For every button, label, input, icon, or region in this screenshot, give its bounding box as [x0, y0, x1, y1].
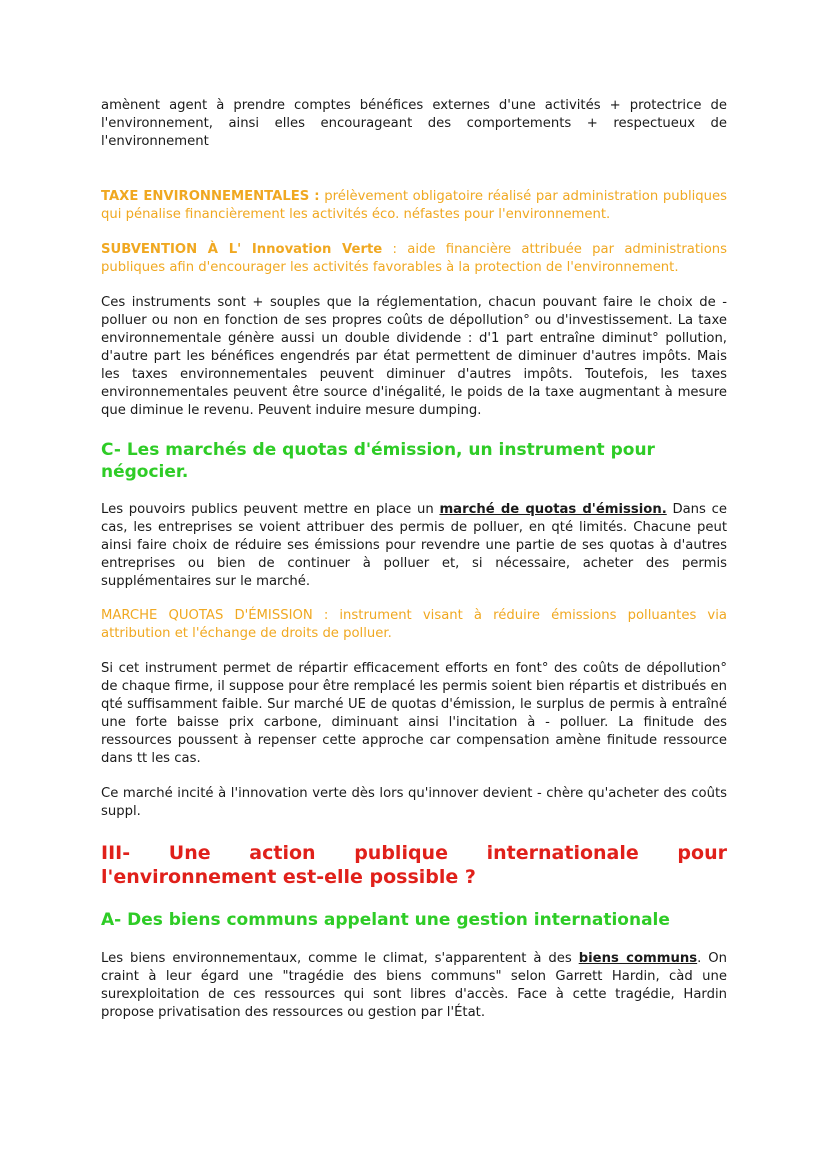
definition-subvention	[101, 241, 727, 277]
biens-text-before: Les biens environnementaux, comme le climat, s'apparentent à des	[101, 951, 579, 966]
marche-text-after: Dans ce cas, les entreprises se voient attribuer des permis de polluer, en qté limités. Chacune peut ainsi faire choix de réduire ses émissions pour revendre une partie de ses quotas à d'autres entreprises ou bien de continuer à polluer et, si nécessaire, acheter des permis supplémentaires sur le marché.	[101, 502, 727, 589]
marche-quotas-term: marché de quotas d'émission.	[439, 502, 667, 517]
definition-subvention-text: : aide financière attribuée par administrations publiques afin d'encourager les activités favorables à la protection de l'environnement.	[101, 242, 727, 275]
section-a-heading: A- Des biens communs appelant une gestion internationale	[101, 910, 670, 930]
definition-taxe	[101, 188, 727, 224]
intro-paragraph: amènent agent à prendre comptes bénéfices externes d'une activités + protectrice de l'environnement, ainsi elles encourageant des comportements + respectueux de l'environnement	[101, 98, 727, 149]
definition-marche-term: MARCHE QUOTAS D'ÉMISSION	[101, 608, 313, 623]
biens-paragraph	[101, 950, 727, 1022]
definition-taxe-text: prélèvement obligatoire réalisé par administration publiques qui pénalise financièrement les activités éco. néfastes pour l'environnement.	[101, 189, 727, 222]
section-iii-heading: III- Une action publique internationale pour l'environnement est-elle possible ?	[101, 842, 727, 888]
repartir-paragraph: Si cet instrument permet de répartir efficacement efforts en font° des coûts de dépollution° de chaque firme, il suppose pour être remplacé les permis soient bien répartis et distribués en qté suffisamment faible. Sur marché UE de quotas d'émission, le surplus de permis à entraîné une forte baisse prix carbone, diminuant ainsi l'incitation à - polluer. La finitude des ressources poussent à repenser cette approche car compensation amène finitude ressource dans tt les cas.	[101, 661, 727, 766]
definition-marche-text: : instrument visant à réduire émissions polluantes via attribution et l'échange de droits de polluer.	[101, 608, 727, 641]
definition-subvention-term: SUBVENTION À L' Innovation Verte	[101, 242, 383, 257]
definition-marche-quotas	[101, 607, 727, 643]
biens-communs-term: biens communs	[578, 951, 698, 966]
section-c-heading: C- Les marchés de quotas d'émission, un instrument pour négocier.	[101, 440, 655, 482]
incite-paragraph: Ce marché incité à l'innovation verte dès lors qu'innover devient - chère qu'acheter des coûts suppl.	[101, 786, 727, 819]
instruments-paragraph: Ces instruments sont + souples que la réglementation, chacun pouvant faire le choix de - polluer ou non en fonction de ses propres coûts de dépollution° ou d'investissement. La taxe environnementale génère aussi un double dividende : d'1 part entraîne diminut° pollution, d'autre part les bénéfices engendrés par état permettent de diminuer d'autres impôts. Mais les taxes environnementales peuvent diminuer d'autres impôts. Toutefois, les taxes environnementales peuvent être source d'inégalité, le poids de la taxe augmentant à mesure que diminue le revenu. Peuvent induire mesure dumping.	[101, 295, 727, 418]
biens-text-after: . On craint à leur égard une "tragédie des biens communs" selon Garrett Hardin, càd une surexploitation de ces ressources qui sont libres d'accès. Face à cette tragédie, Hardin propose privatisation des ressources ou gestion par l'État.	[101, 951, 727, 1020]
marche-paragraph	[101, 501, 727, 591]
definition-taxe-term: TAXE ENVIRONNEMENTALES :	[101, 189, 320, 204]
marche-text-before: Les pouvoirs publics peuvent mettre en place un	[101, 502, 440, 517]
